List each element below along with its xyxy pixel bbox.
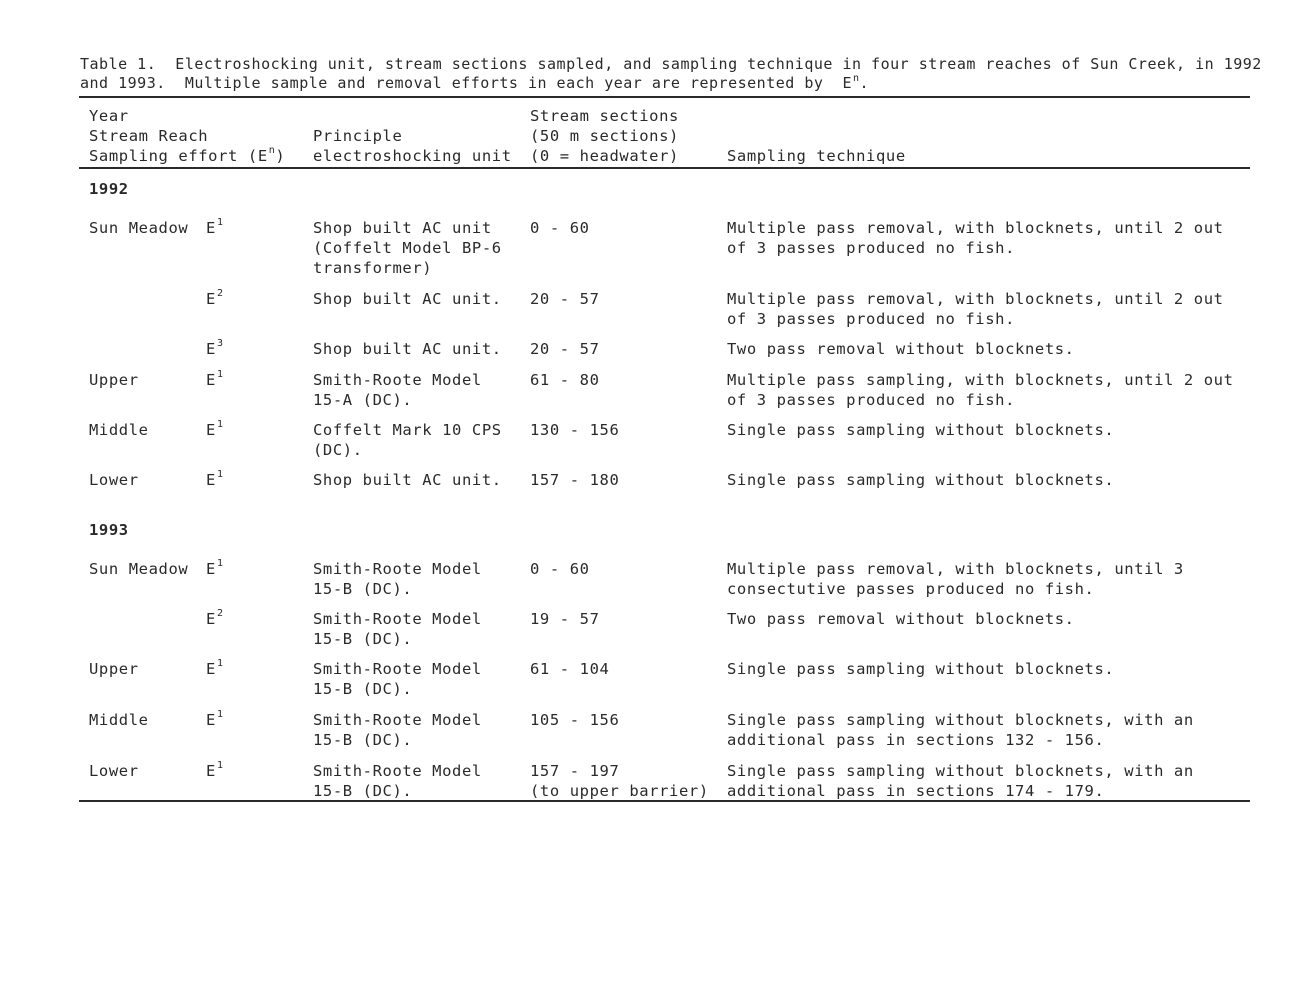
- sampling-effort: $E^1$: [206, 217, 224, 237]
- stream-reach: Sun Meadow: [89, 560, 189, 578]
- electroshocking-unit: 15-B (DC).: [313, 782, 413, 800]
- stream-sections: 20 - 57: [530, 290, 600, 308]
- header-stream-sections: Stream sections: [530, 107, 679, 125]
- sampling-technique: consectutive passes produced no fish.: [727, 580, 1095, 598]
- sampling-effort: $E^1$: [206, 419, 224, 439]
- electroshocking-unit: Shop built AC unit.: [313, 471, 502, 489]
- electroshocking-unit: Smith-Roote Model: [313, 610, 482, 628]
- electroshocking-unit: 15-B (DC).: [313, 580, 413, 598]
- stream-sections: 19 - 57: [530, 610, 600, 628]
- stream-reach: Lower: [89, 471, 139, 489]
- stream-sections: 105 - 156: [530, 711, 620, 729]
- header-sampling-effort: Sampling effort $(E^n)$: [89, 145, 286, 165]
- sampling-effort: $E^3$: [206, 338, 224, 358]
- top-rule: [79, 96, 1250, 98]
- sampling-technique: of 3 passes produced no fish.: [727, 239, 1016, 257]
- stream-sections: 0 - 60: [530, 560, 590, 578]
- sampling-technique: additional pass in sections 174 - 179.: [727, 782, 1105, 800]
- stream-sections: 0 - 60: [530, 219, 590, 237]
- electroshocking-unit: transformer): [313, 259, 433, 277]
- stream-reach: Upper: [89, 371, 139, 389]
- electroshocking-unit: Smith-Roote Model: [313, 711, 482, 729]
- sampling-technique: of 3 passes produced no fish.: [727, 310, 1016, 328]
- header-stream-reach: Stream Reach: [89, 127, 209, 145]
- year-1993: 1993: [89, 521, 129, 539]
- sampling-technique: Single pass sampling without blocknets, with an: [727, 711, 1194, 729]
- stream-sections: 61 - 80: [530, 371, 600, 389]
- header-rule: [79, 167, 1250, 169]
- caption-end: .: [859, 74, 870, 92]
- electroshocking-unit: (DC).: [313, 441, 363, 459]
- sampling-technique: Single pass sampling without blocknets.: [727, 421, 1115, 439]
- electroshocking-unit: (Coffelt Model BP-6: [313, 239, 502, 257]
- header-principle: Principle: [313, 127, 403, 145]
- electroshocking-unit: 15-B (DC).: [313, 680, 413, 698]
- sampling-technique: Single pass sampling without blocknets.: [727, 660, 1115, 678]
- sampling-effort: $E^1$: [206, 469, 224, 489]
- header-headwater: (0 = headwater): [530, 147, 679, 165]
- sampling-effort: $E^1$: [206, 558, 224, 578]
- stream-reach: Middle: [89, 711, 149, 729]
- sampling-effort: $E^1$: [206, 658, 224, 678]
- electroshocking-unit: Smith-Roote Model: [313, 660, 482, 678]
- sampling-effort: $E^1$: [206, 369, 224, 389]
- electroshocking-unit: Smith-Roote Model: [313, 762, 482, 780]
- caption-line-1: Table 1. Electroshocking unit, stream sections sampled, and sampling technique in four stream reaches of Sun Creek, in 1992: [80, 55, 1262, 73]
- sampling-technique: Two pass removal without blocknets.: [727, 340, 1075, 358]
- sampling-effort: $E^2$: [206, 288, 224, 308]
- electroshocking-unit: Smith-Roote Model: [313, 560, 482, 578]
- sampling-technique: Single pass sampling without blocknets.: [727, 471, 1115, 489]
- sampling-technique: of 3 passes produced no fish.: [727, 391, 1016, 409]
- stream-sections: 20 - 57: [530, 340, 600, 358]
- year-1992: 1992: [89, 180, 129, 198]
- header-electroshocking-unit: electroshocking unit: [313, 147, 512, 165]
- stream-reach: Lower: [89, 762, 139, 780]
- sampling-technique: Multiple pass removal, with blocknets, until 2 out: [727, 290, 1224, 308]
- electroshocking-unit: 15-B (DC).: [313, 630, 413, 648]
- sampling-technique: Single pass sampling without blocknets, with an: [727, 762, 1194, 780]
- header-year: Year: [89, 107, 129, 125]
- sampling-technique: Multiple pass removal, with blocknets, until 2 out: [727, 219, 1224, 237]
- table-caption: [80, 55, 1260, 93]
- electroshocking-unit: Coffelt Mark 10 CPS: [313, 421, 502, 439]
- stream-sections: 157 - 197: [530, 762, 620, 780]
- electroshocking-unit: Shop built AC unit.: [313, 290, 502, 308]
- stream-sections: 130 - 156: [530, 421, 620, 439]
- electroshocking-unit: 15-B (DC).: [313, 731, 413, 749]
- bottom-rule: [79, 800, 1250, 802]
- sampling-effort: $E^1$: [206, 709, 224, 729]
- stream-reach: Middle: [89, 421, 149, 439]
- electroshocking-unit: Shop built AC unit.: [313, 340, 502, 358]
- sampling-effort: $E^1$: [206, 760, 224, 780]
- stream-reach: Upper: [89, 660, 139, 678]
- header-50m-sections: (50 m sections): [530, 127, 679, 145]
- electroshocking-unit: Shop built AC unit: [313, 219, 492, 237]
- stream-sections: 157 - 180: [530, 471, 620, 489]
- stream-sections: (to upper barrier): [530, 782, 709, 800]
- sampling-effort: $E^2$: [206, 608, 224, 628]
- caption-superscript: n: [853, 73, 860, 84]
- sampling-technique: Multiple pass sampling, with blocknets, until 2 out: [727, 371, 1234, 389]
- stream-reach: Sun Meadow: [89, 219, 189, 237]
- electroshocking-unit: 15-A (DC).: [313, 391, 413, 409]
- sampling-technique: Two pass removal without blocknets.: [727, 610, 1075, 628]
- stream-sections: 61 - 104: [530, 660, 610, 678]
- electroshocking-unit: Smith-Roote Model: [313, 371, 482, 389]
- header-sampling-technique: Sampling technique: [727, 147, 906, 165]
- sampling-technique: Multiple pass removal, with blocknets, until 3: [727, 560, 1184, 578]
- caption-line-2: and 1993. Multiple sample and removal efforts in each year are represented by E: [80, 74, 852, 92]
- sampling-technique: additional pass in sections 132 - 156.: [727, 731, 1105, 749]
